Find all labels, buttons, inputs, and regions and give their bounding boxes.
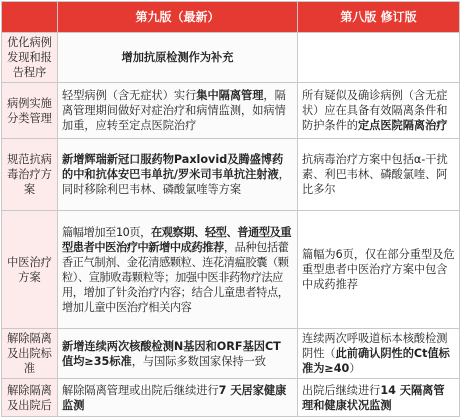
table-row xyxy=(2,211,460,329)
row-label: 解除隔离及出院标准 xyxy=(2,329,58,379)
header-row xyxy=(2,2,460,33)
eighth-cell xyxy=(298,33,460,83)
cell-text: 解除隔离管理或出院后继续进行 xyxy=(62,383,219,397)
row-label: 解除隔离及出院后 xyxy=(2,379,58,417)
comparison-table xyxy=(1,1,460,417)
cell-text: 篇幅增加至10页， xyxy=(62,225,151,239)
table-row xyxy=(2,83,460,139)
cell-text: ，同时移除利巴韦林、磷酸氯喹等方案 xyxy=(62,168,290,196)
table-row xyxy=(2,329,460,379)
table-row xyxy=(2,139,460,211)
cell-text-bold: 定点医院隔离治疗 xyxy=(357,119,448,132)
ninth-cell xyxy=(58,211,298,329)
cell-text: 轻型病例（含无症状）实行 xyxy=(62,89,197,102)
header-ninth-edition: 第九版（最新） xyxy=(58,2,298,33)
cell-text-bold: 新增连续两次核酸检测N基因和ORF基因CT 值均≥35标准 xyxy=(62,339,281,368)
cell-text-bold: 7 天居家健康监测 xyxy=(62,383,287,412)
eighth-cell xyxy=(298,329,460,379)
ninth-cell: 增加抗原检测作为补充 xyxy=(58,33,298,83)
cell-text-bold: 在观察期、轻型、普通型及重型患者中医治疗中新增中成药推荐 xyxy=(62,225,292,254)
cell-text-bold: 14 天隔离管理和健康状况监测 xyxy=(302,383,445,412)
ninth-cell xyxy=(58,379,298,417)
ninth-cell xyxy=(58,83,298,139)
cell-text: ，与国际多数国家保持一致 xyxy=(131,354,266,368)
ninth-cell xyxy=(58,329,298,379)
ninth-cell xyxy=(58,139,298,211)
table-row xyxy=(2,379,460,417)
row-label: 病例实施分类管理 xyxy=(2,83,58,139)
eighth-cell: 篇幅为6页，仅在部分重型及危重型患者中医治疗方案中包含中成药推荐 xyxy=(298,211,460,329)
table-row xyxy=(2,33,460,83)
cell-text: 所有疑似及确诊病例（含无症状）应在具备有效隔离条件和防护条件的 xyxy=(302,89,448,132)
cell-text: ，品种包括藿香正气制剂、金花清感颗粒、连花清瘟胶囊（颗粒）、宣肺败毒颗粒等；加强中医非药物疗法应用，增加了针灸治疗内容；结合儿童患者特点，增加儿童中医治疗相关内容 xyxy=(62,240,289,314)
row-label: 中医治疗方案 xyxy=(2,211,58,329)
header-eighth-edition: 第八版 修订版 xyxy=(298,2,460,33)
header-corner xyxy=(2,2,58,33)
cell-text: ，隔离管理期间做好对症治疗和病情监测，如病情加重，应转至定点医院治疗 xyxy=(62,89,286,132)
cell-text: 连续两次呼吸道标本核酸检测阴性（ xyxy=(302,332,448,360)
eighth-cell xyxy=(298,379,460,417)
eighth-cell: 抗病毒治疗方案中包括α-干扰素、利巴韦林、磷酸氯喹、阿比多尔 xyxy=(298,139,460,211)
cell-text-bold: 新增辉瑞新冠口服药物Paxlovid及腾盛博药的中和抗体安巴韦单抗/罗米司韦单抗注射液 xyxy=(62,153,284,181)
cell-text: 出院后继续进行 xyxy=(302,383,381,397)
cell-text-bold: 集中隔离管理 xyxy=(196,89,264,102)
row-label: 优化病例发现和报告程序 xyxy=(2,33,58,83)
eighth-cell xyxy=(298,83,460,139)
cell-text: ） xyxy=(349,362,361,375)
cell-text-bold: 此前确认阴性的Ct值标准为≥40 xyxy=(302,347,450,375)
row-label: 规范抗病毒治疗方案 xyxy=(2,139,58,211)
